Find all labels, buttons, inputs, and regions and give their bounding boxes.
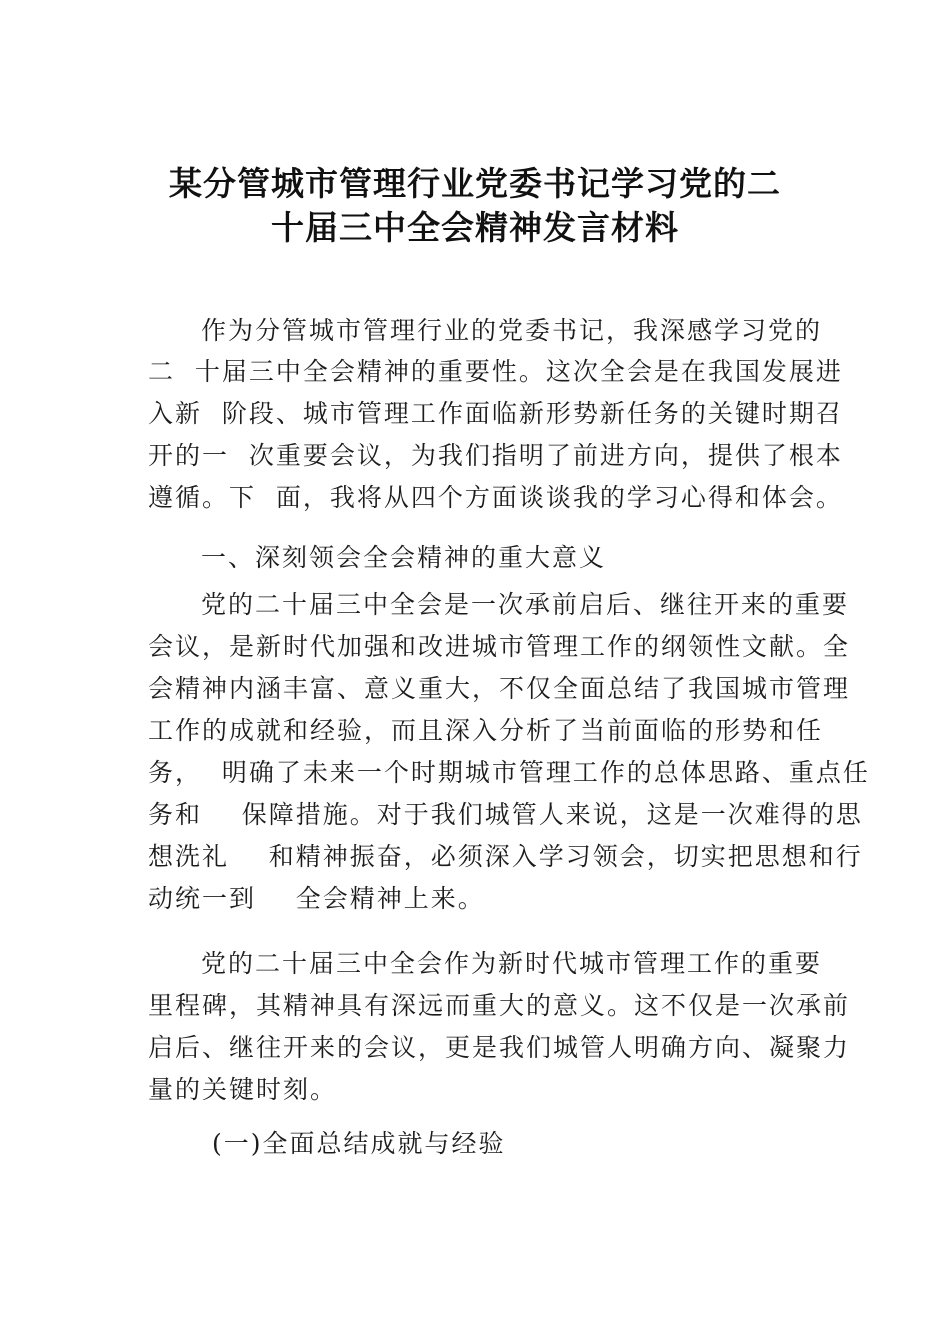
intro-line: 入新 阶段、城市管理工作面临新形势新任务的关键时期召: [148, 399, 843, 428]
paragraph-line: 动统一到 全会精神上来。: [148, 884, 485, 913]
paragraph-line: 党的二十届三中全会作为新时代城市管理工作的重要: [201, 949, 823, 978]
intro-line: 遵循。下 面，我将从四个方面谈谈我的学习心得和体会。: [148, 483, 843, 512]
section-heading: 一、深刻领会全会精神的重大意义: [201, 543, 607, 572]
paragraph-line: 想洗礼 和精神振奋，必须深入学习领会，切实把思想和行: [148, 842, 863, 871]
paragraph-line: 会精神内涵丰富、意义重大，不仅全面总结了我国城市管理: [148, 674, 851, 703]
paragraph-line: 会议，是新时代加强和改进城市管理工作的纲领性文献。全: [148, 632, 851, 661]
intro-line: 开的一 次重要会议，为我们指明了前进方向，提供了根本: [148, 441, 843, 470]
paragraph-line: 启后、继往开来的会议，更是我们城管人明确方向、凝聚力: [148, 1033, 851, 1062]
intro-line: 二 十届三中全会精神的重要性。这次全会是在我国发展进: [148, 357, 843, 386]
paragraph-line: 党的二十届三中全会是一次承前启后、继往开来的重要: [201, 590, 850, 619]
paragraph-line: 务， 明确了未来一个时期城市管理工作的总体思路、重点任: [148, 758, 870, 787]
document-title-line-1: 某分管城市管理行业党委书记学习党的二: [169, 164, 781, 203]
paragraph-line: 务和 保障措施。对于我们城管人来说，这是一次难得的思: [148, 800, 863, 829]
subsection-heading: (一)全面总结成就与经验: [212, 1129, 506, 1158]
document-title-line-2: 十届三中全会精神发言材料: [271, 208, 679, 247]
paragraph-line: 量的关键时刻。: [148, 1075, 338, 1104]
paragraph-line: 工作的成就和经验，而且深入分析了当前面临的形势和任: [148, 716, 824, 745]
intro-line: 作为分管城市管理行业的党委书记，我深感学习党的: [201, 316, 823, 345]
paragraph-line: 里程碑，其精神具有深远而重大的意义。这不仅是一次承前: [148, 991, 851, 1020]
